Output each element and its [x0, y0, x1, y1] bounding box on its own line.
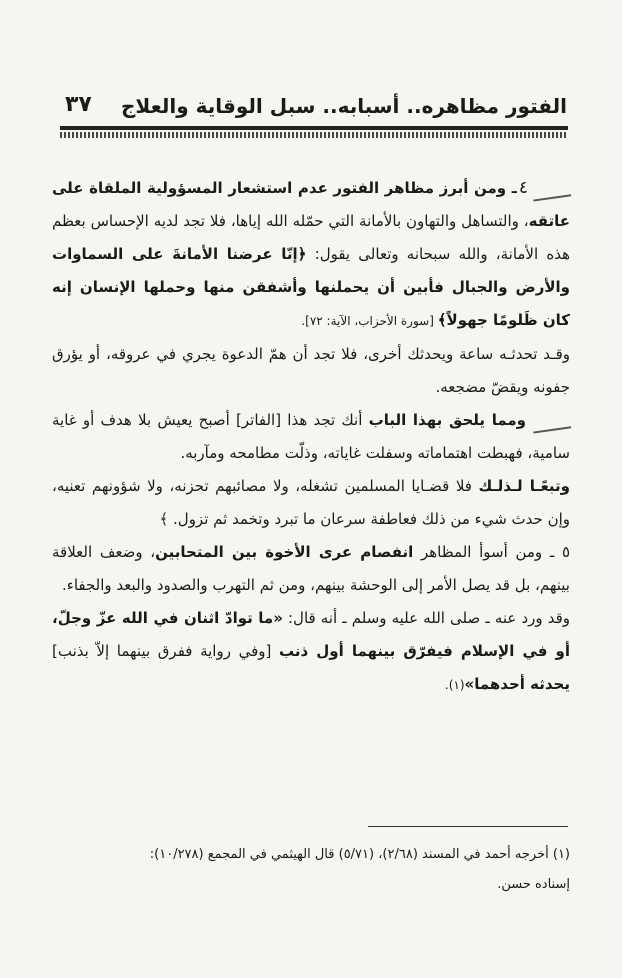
running-title: الفتور مظاهره.. أسبابه.. سبل الوقاية والعلاج — [120, 94, 567, 118]
paragraph-4 — [52, 470, 570, 536]
paragraph-6-segment: يحدثه أحدهما» — [464, 675, 570, 693]
footnote-separator — [368, 826, 568, 827]
page-number: ٣٧ — [65, 92, 92, 117]
paragraph-5-segment: ، وضعف العلاقة بينهم، بل قد يصل الأمر إلى الوحشة بينهم، ومن ثم التهرب والصدود والبعد والجفاء. — [52, 543, 570, 594]
handwritten-underline-mark — [531, 176, 571, 201]
paragraph-5-segment: انفصام عرى الأخوة بين المتحابين — [155, 543, 414, 561]
paragraph-1-segment: ـ ومن أبرز مظاهر الفتور عدم استشعار المسؤولية الملقاة على عاتقه — [52, 179, 570, 230]
paragraph-3 — [52, 404, 570, 470]
paragraph-6-segment: وقد ورد عنه ـ صلى الله عليه وسلم ـ أنه قال: — [282, 609, 570, 627]
paragraph-1-segment: [سورة الأحزاب، الآية: ٧٢]. — [301, 314, 438, 328]
header-rule — [60, 126, 568, 130]
body-text — [52, 172, 570, 702]
paragraph-5-segment: ٥ ـ ومن أسوأ المظاهر — [413, 543, 571, 561]
header-dotted-rule — [60, 132, 568, 138]
handwritten-mark: ٤ — [518, 178, 528, 198]
paragraph-6-segment: [وفي رواية ففرق بينهما إلاّ بذنب] — [52, 642, 279, 660]
footnote-1: (١) أخرجه أحمد في المسند (٢/٦٨)، (٥/٧١) قال الهيثمي في المجمع (١٠/٢٧٨): — [149, 847, 570, 862]
paragraph-1 — [52, 172, 570, 338]
page-header — [55, 92, 567, 120]
paragraph-6 — [52, 602, 570, 702]
footnotes — [52, 840, 570, 900]
paragraph-6-segment: (١). — [444, 678, 465, 692]
footnote-1-cont: إسناده حسن. — [497, 877, 570, 892]
paragraph-5 — [52, 536, 570, 602]
paragraph-3-segment: أنك تجد هذا [الفاتر] أصبح يعيش بلا هدف أو غاية سامية، فهبطت اهتماماته وسفلت غاياته، وذلّت مطامحه ومآربه. — [52, 411, 570, 462]
paragraph-2 — [52, 338, 570, 404]
paragraph-4-segment: وتبعًـا لـذلـك — [478, 477, 570, 495]
paragraph-1-segment: ﴿إنّا عرضنا الأمانةَ على السماوات والأرض والجبال فأبين أن يحملنها وأشفقن منها وحملها الإنسان إنه كان ظَلومًا جهولاً﴾ — [52, 245, 570, 329]
paragraph-4-segment: فلا قضـايا المسلمين تشغله، ولا مصائبهم تحزنه، ولا شؤونهم تعنيه، وإن حدث شيء من ذلك فعاطفة سرعان ما تبرد وتخمد ثم تزول. ﴾ — [52, 477, 570, 528]
paragraph-3-segment: ومما يلحق بهذا الباب — [368, 411, 527, 429]
paragraph-6-segment: «ما توادّ اثنان في الله عزّ وجلّ، أو في الإسلام فيفرّق بينهما أول ذنب — [52, 609, 570, 660]
paragraph-1-segment: ، والتساهل والتهاون بالأمانة التي حمّله الله إياها، فلا تجد لديه الإحساس بعظم هذه الأمانة، والله سبحانه وتعالى يقول: — [52, 212, 571, 263]
paragraph-2-segment: وقـد تحدثـه ساعة ويحدثك أخرى، فلا تجد أن همّ الدعوة يجري في عروقه، أو يؤرق جفونه ويقضّ مضجعه. — [52, 345, 570, 396]
handwritten-underline-mark — [531, 408, 571, 433]
